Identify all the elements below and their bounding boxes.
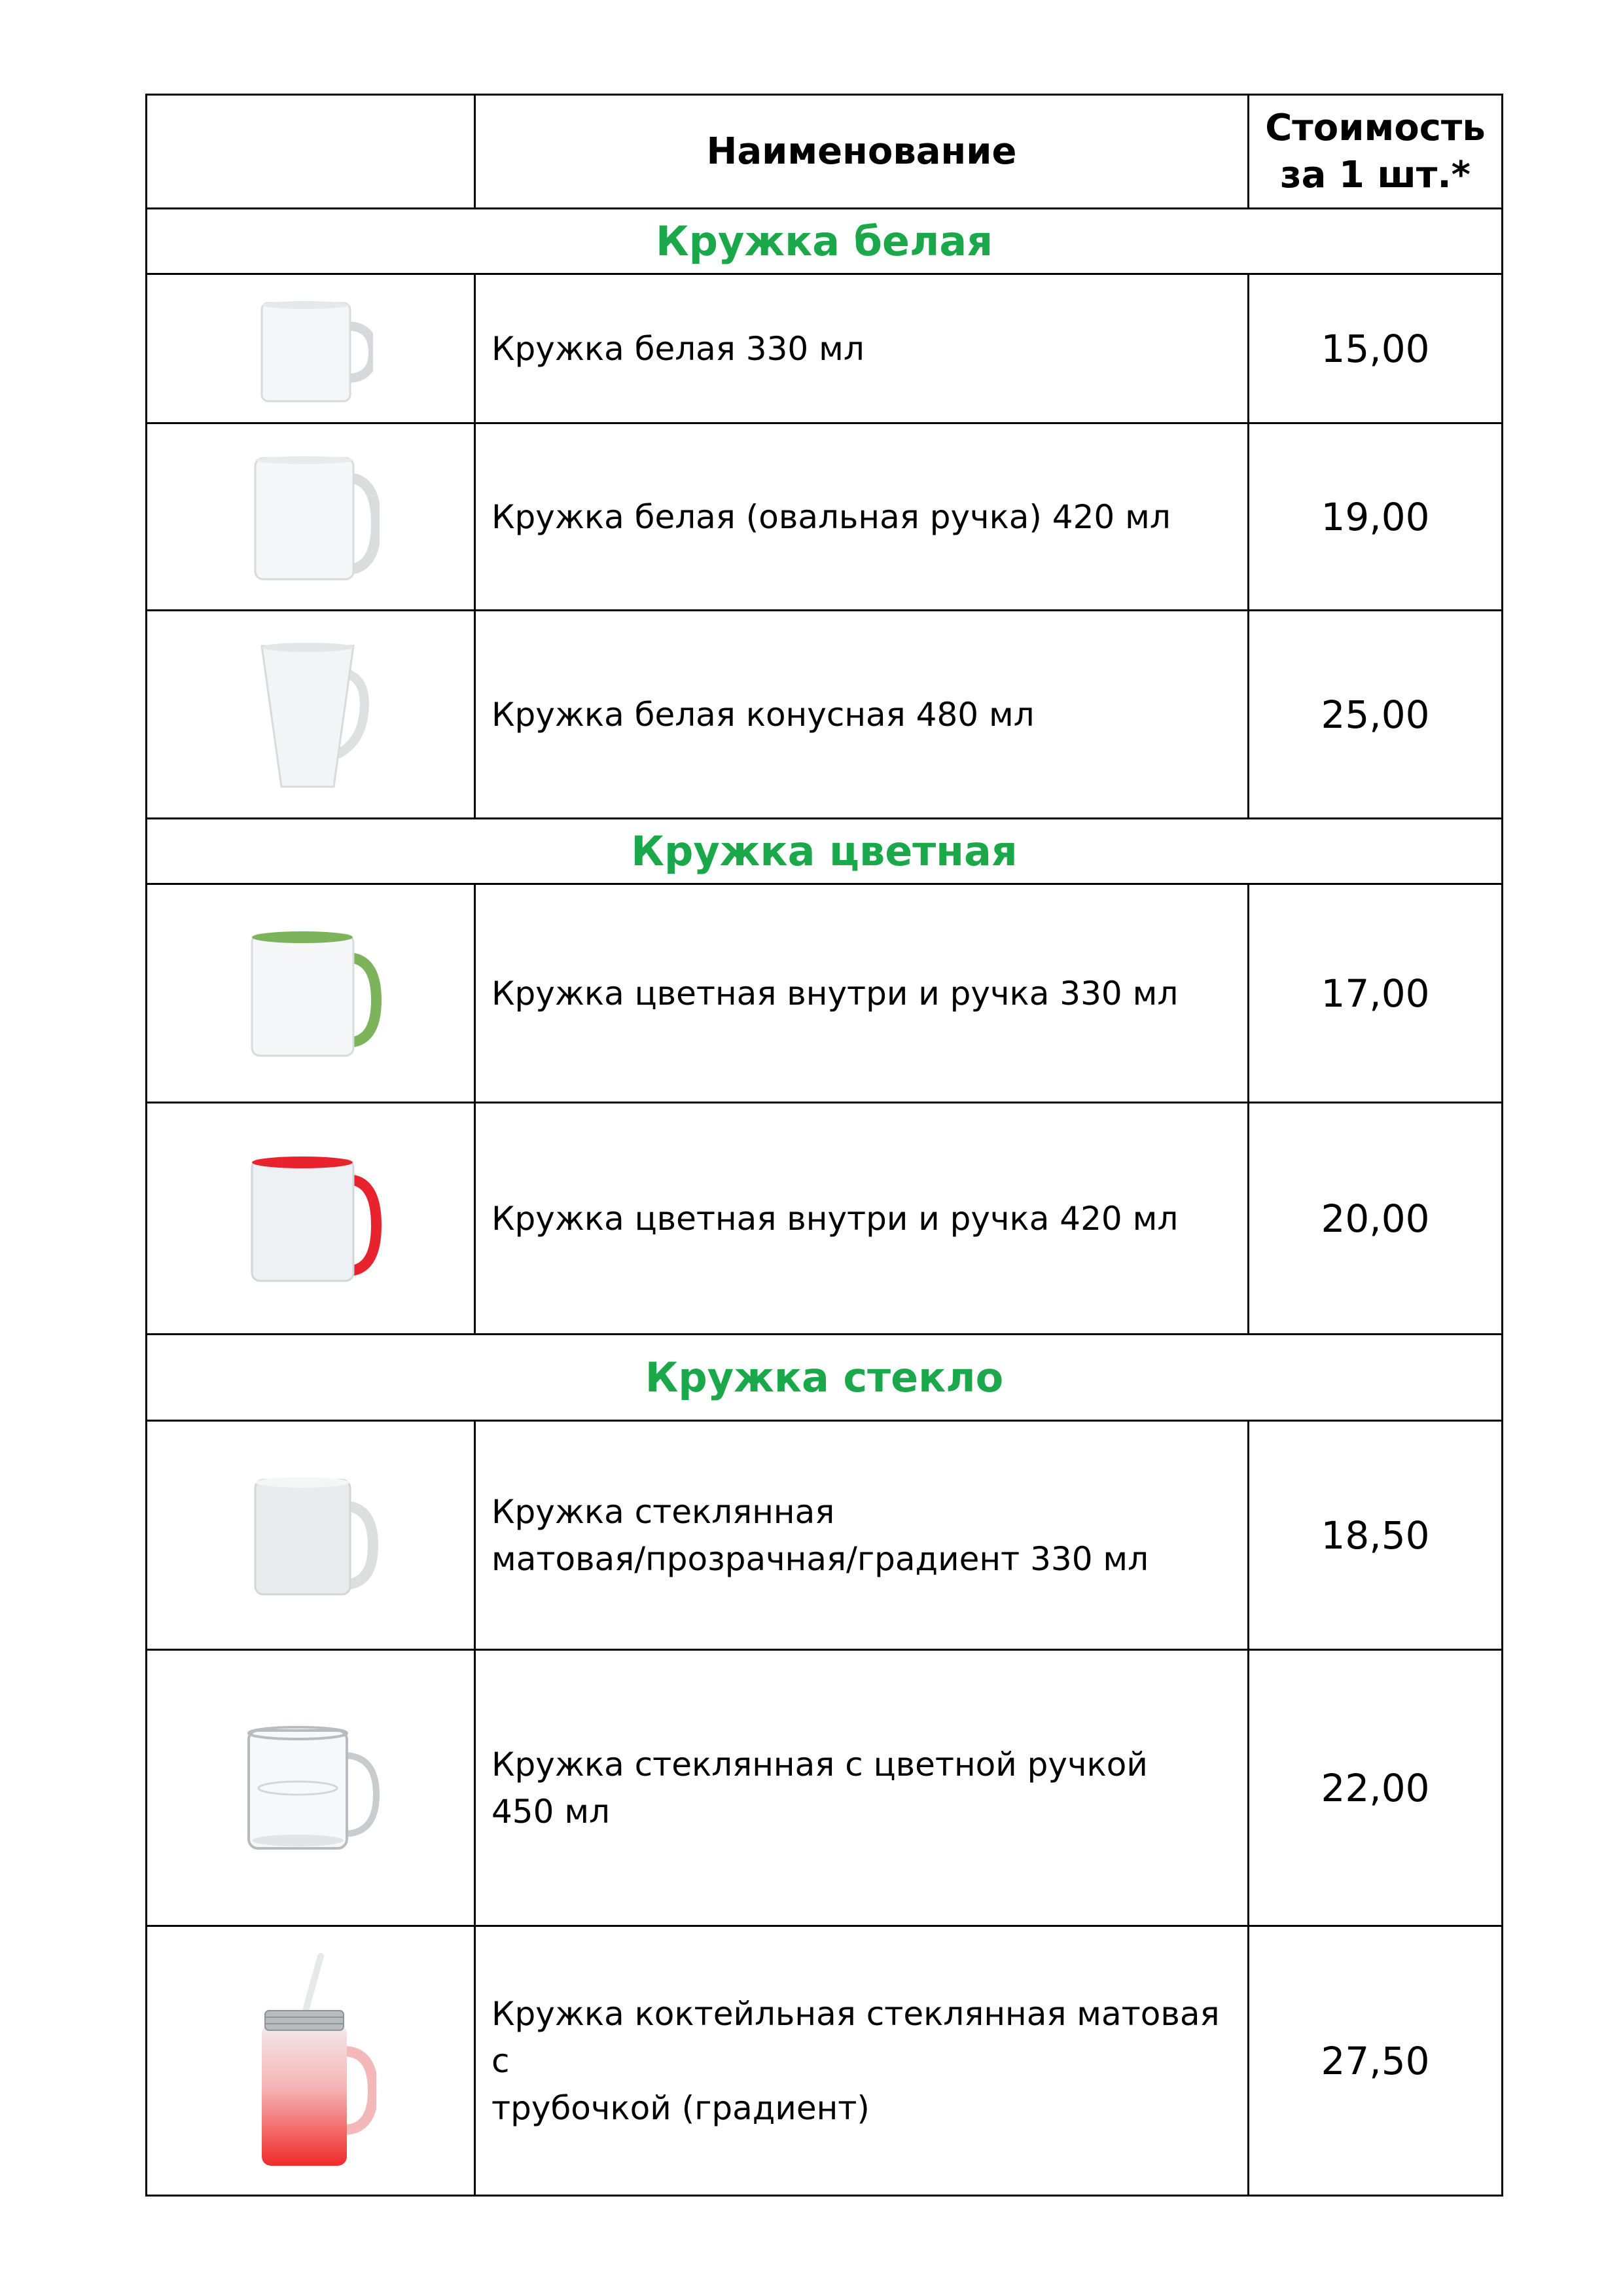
product-name: Кружка белая конусная 480 мл <box>475 611 1249 819</box>
table-row <box>147 1650 1503 1926</box>
header-cost-line1: Стоимость <box>1265 106 1486 149</box>
clear-glass-mug-icon <box>236 1723 386 1854</box>
product-name: Кружка цветная внутри и ручка 420 мл <box>475 1103 1249 1335</box>
table-row <box>147 423 1503 611</box>
section-row <box>147 819 1503 884</box>
product-price: 22,00 <box>1249 1650 1503 1926</box>
section-title-glass: Кружка стекло <box>147 1335 1503 1421</box>
product-image-cell <box>147 611 475 819</box>
product-name-line1: Кружка стеклянная <box>491 1492 835 1531</box>
product-image-cell <box>147 274 475 423</box>
header-cost-line2: за 1 шт.* <box>1280 153 1471 196</box>
green-inside-mug-icon <box>239 928 383 1059</box>
table-row <box>147 611 1503 819</box>
header-name: Наименование <box>475 95 1249 209</box>
product-image-cell <box>147 884 475 1103</box>
product-price: 15,00 <box>1249 274 1503 423</box>
product-image-cell <box>147 423 475 611</box>
table-row <box>147 884 1503 1103</box>
product-price: 18,50 <box>1249 1421 1503 1650</box>
product-price: 27,50 <box>1249 1926 1503 2196</box>
table-header-row <box>147 95 1503 209</box>
product-name <box>475 1421 1249 1650</box>
section-row <box>147 209 1503 274</box>
white-mug-oval-handle-icon <box>242 452 380 583</box>
product-image-cell <box>147 1421 475 1650</box>
header-image-cell <box>147 95 475 209</box>
product-name-line2: 450 мл <box>491 1792 611 1831</box>
price-table <box>145 94 1503 2197</box>
product-name: Кружка белая (овальная ручка) 420 мл <box>475 423 1249 611</box>
mason-jar-mug-with-straw-icon <box>245 1953 376 2169</box>
table-row <box>147 1421 1503 1650</box>
section-title-colored: Кружка цветная <box>147 819 1503 884</box>
product-name-line2: матовая/прозрачная/градиент 330 мл <box>491 1539 1149 1578</box>
product-name: Кружка белая 330 мл <box>475 274 1249 423</box>
section-row <box>147 1335 1503 1421</box>
product-name: Кружка цветная внутри и ручка 330 мл <box>475 884 1249 1103</box>
product-price: 25,00 <box>1249 611 1503 819</box>
header-cost <box>1249 95 1503 209</box>
red-inside-mug-icon <box>239 1153 383 1284</box>
product-name-line1: Кружка стеклянная с цветной ручкой <box>491 1745 1148 1784</box>
frosted-glass-mug-icon <box>242 1473 380 1598</box>
table-row <box>147 274 1503 423</box>
section-title-white: Кружка белая <box>147 209 1503 274</box>
product-name <box>475 1926 1249 2196</box>
product-image-cell <box>147 1926 475 2196</box>
product-price: 20,00 <box>1249 1103 1503 1335</box>
white-mug-icon <box>249 293 373 404</box>
product-image-cell <box>147 1103 475 1335</box>
product-image-cell <box>147 1650 475 1926</box>
product-price: 19,00 <box>1249 423 1503 611</box>
product-price: 17,00 <box>1249 884 1503 1103</box>
product-name <box>475 1650 1249 1926</box>
product-name-line2: трубочкой (градиент) <box>491 2089 870 2127</box>
white-conical-mug-icon <box>249 639 373 790</box>
product-name-line1: Кружка коктейльная стеклянная матовая с <box>491 1994 1220 2080</box>
table-row <box>147 1926 1503 2196</box>
table-row <box>147 1103 1503 1335</box>
